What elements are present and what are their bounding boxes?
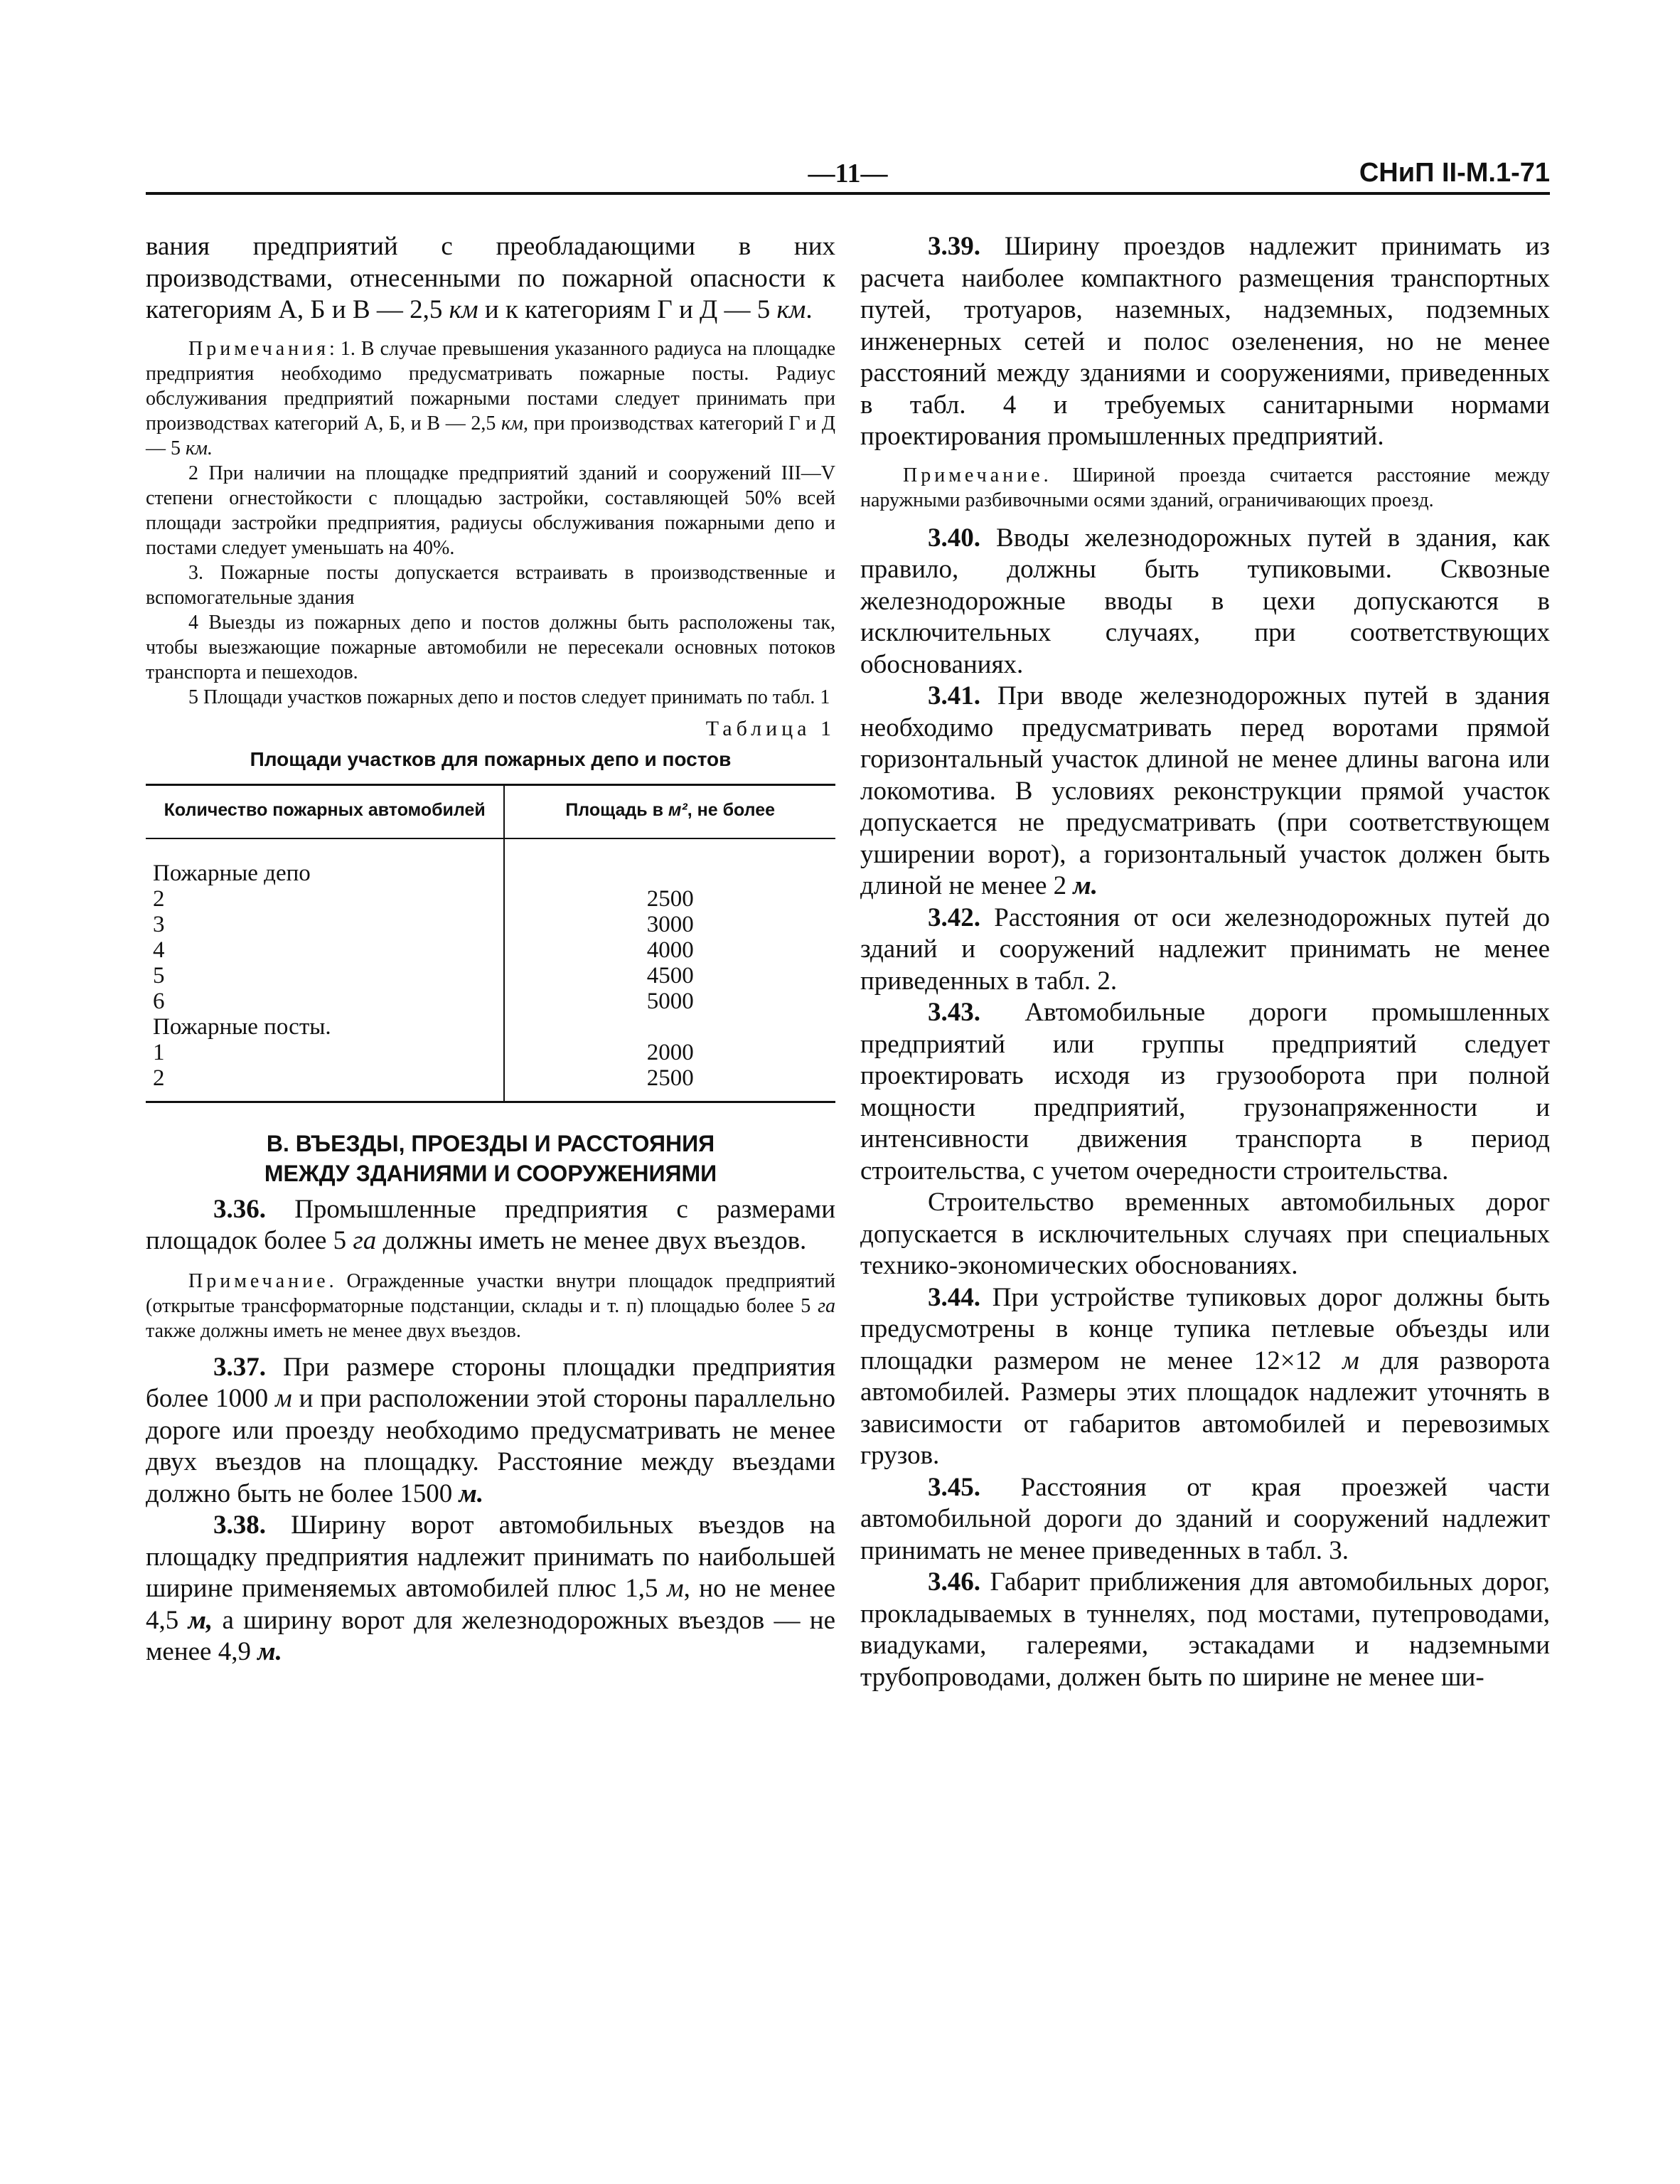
paragraph-3-37: 3.37. При размере стороны площадки предприятия более 1000 м и при расположении этой стороны параллельно дороге или проезду необходимо предусматривать не менее двух въездов на площадку. Расстояние между въездами должно быть не более 1500 м. [146, 1352, 835, 1508]
note-1: Примечания: 1. В случае превышения указанного радиуса на площадке предприятия необходимо предусматривать пожарные посты. Радиус обслуживания предприятий пожарными постами следует принимать при производствах категорий А, Б, и В — 2,5 км, при производствах категорий Г и Д — 5 км. [146, 337, 836, 459]
paragraph-3-45: 3.45. Расстояния от края проезжей части автомобильной дороги до зданий и сооружений надлежит принимать не менее приведенных в табл. 3. [860, 1472, 1550, 1565]
table-row: 2 2500 [146, 886, 835, 912]
right-column [860, 231, 1550, 1693]
paragraph-3-43: 3.43. Автомобильные дороги промышленных предприятий или группы предприятий следует проектировать исходя из грузооборота при полной мощности предприятий, грузонапряженности и интенсивности движения транспорта в период строительства, с учетом очередности строительства. [860, 998, 1550, 1186]
table-title: Площади участков для пожарных депо и постов [250, 747, 732, 770]
paragraph-3-36: 3.36. Промышленные предприятия с размерами площадок более 5 га должны иметь не менее двух въездов. [146, 1194, 835, 1255]
note-2: 2 При наличии на площадке предприятий зданий и сооружений III—V степени огнестойкости с площадью застройки, составляющей 50% всей площади застройки предприятия, радиусы обслуживания пожарными депо и постами следует уменьшать на 40%. [146, 462, 835, 559]
table-group-row: Пожарные депо [146, 838, 835, 886]
document-code: СНиП II-М.1-71 [1359, 158, 1550, 188]
paragraph-3-44: 3.44. При устройстве тупиковых дорог должны быть предусмотрены в конце тупика петлевые объезды или площадки размером не менее 12×12 м для разворота автомобилей. Размеры этих площадок надлежит уточнять в зависимости от габаритов автомобилей и перевозимых грузов. [860, 1282, 1550, 1470]
table-row: 5 4500 [146, 963, 835, 989]
paragraph-3-46: 3.46. Габарит приближения для автомобильных дорог, прокладываемых в туннелях, под мостами, путепроводами, виадуками, галереями, эстакадами и надземными трубопроводами, должен быть по ширине не менее ши- [860, 1567, 1550, 1692]
paragraph-3-38: 3.38. Ширину ворот автомобильных въездов на площадку предприятия надлежит принимать по наибольшей ширине применяемых автомобилей плюс 1,5 м, но не менее 4,5 м, а ширину ворот для железнодорожных въездов — не менее 4,9 м. [146, 1511, 836, 1666]
table-label: Таблица 1 [705, 716, 835, 740]
paragraph-3-40: 3.40. Вводы железнодорожных путей в здания, как правило, должны быть тупиковыми. Сквозные железнодорожные вводы в цехи допускаются в исключительных случаях, при соответствующих обоснованиях. [860, 523, 1550, 679]
table-row: 4 4000 [146, 937, 835, 963]
note-3-39: Примечание. Шириной проезда считается расстояние между наружными разбивочными осями зданий, ограничивающих проезд. [860, 464, 1550, 511]
paragraph-3-41: 3.41. При вводе железнодорожных путей в здания необходимо предусматривать перед воротами прямой горизонтальный участок длиной не менее длины вагона или локомотива. В условиях реконструкции прямой участок допускается не предусматривать (при соответствующем уширении ворот), а горизонтальный участок должен быть длиной не менее 2 м. [860, 681, 1550, 900]
left-column [146, 231, 835, 1668]
page-header [146, 158, 1550, 192]
note-5: 5 Площади участков пожарных депо и постов следует принимать по табл. 1 [188, 686, 830, 708]
note-label: Примечания [188, 337, 330, 360]
paragraph-3-39: 3.39. Ширину проездов надлежит принимать из расчета наиболее компактного размещения транспортных путей, тротуаров, наземных, надземных, подземных инженерных сетей и полос озеленения, но не менее расстояний между зданиями и сооружениями, приведенных в табл. 4 и требуемых санитарными нормами проектирования промышленных предприятий. [860, 232, 1550, 451]
header-rule [146, 192, 1550, 195]
table-row: 1 2000 [146, 1040, 835, 1065]
table-row: 3 3000 [146, 912, 835, 937]
paragraph-3-42: 3.42. Расстояния от оси железнодорожных путей до зданий и сооружений надлежит принимать не менее приведенных в табл. 2. [860, 902, 1550, 996]
note-3: 3. Пожарные посты допускается встраивать в производственные и вспомогательные здания [146, 561, 835, 609]
table-row: 2 2500 [146, 1065, 835, 1102]
table-group-row: Пожарные посты. [146, 1014, 835, 1040]
page-number: —11— [808, 159, 888, 188]
table-header-vehicles: Количество пожарных автомобилей [146, 784, 504, 838]
table-header-area: Площадь в м², не более [504, 784, 835, 838]
paragraph-3-43-continued: Строительство временных автомобильных дорог допускается в исключительных случаях при специальных технико-экономических обоснованиях. [860, 1188, 1550, 1280]
fire-depot-table [146, 784, 835, 1103]
intro-paragraph: вания предприятий с преобладающими в них производствами, отнесенными по пожарной опасности к категориям А, Б и В — 2,5 км и к категориям Г и Д — 5 км. [146, 232, 835, 324]
table-row: 6 5000 [146, 989, 835, 1014]
note-3-36: Примечание. Огражденные участки внутри площадок предприятий (открытые трансформаторные подстанции, склады и т. п) площадью более 5 га также должны иметь не менее двух въездов. [146, 1269, 835, 1342]
section-heading: В. ВЪЕЗДЫ, ПРОЕЗДЫ И РАССТОЯНИЯ МЕЖДУ ЗДАНИЯМИ И СООРУЖЕНИЯМИ [264, 1130, 717, 1186]
note-4: 4 Выезды из пожарных депо и постов должны быть расположены так, чтобы выезжающие пожарные автомобили не пересекали основных потоков транспорта и пешеходов. [146, 611, 835, 683]
